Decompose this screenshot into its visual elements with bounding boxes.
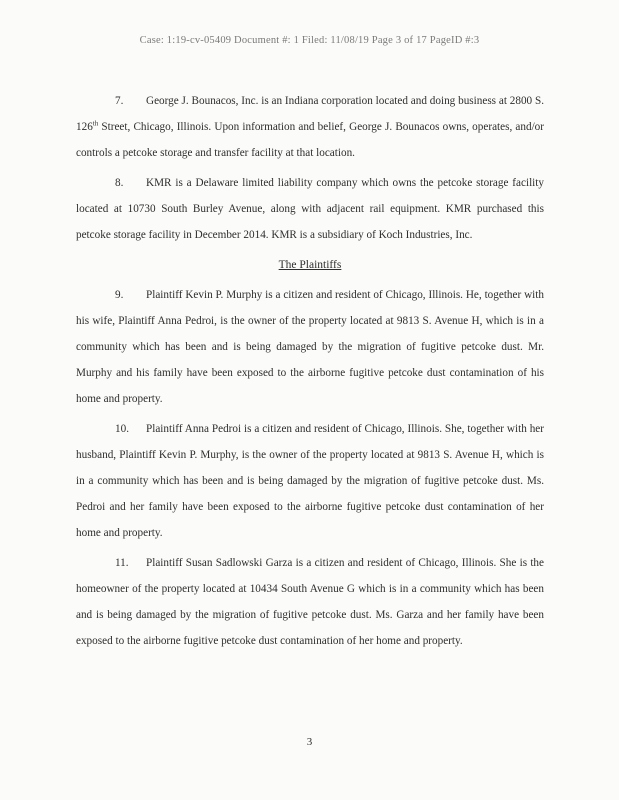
- paragraph-number: 10.: [115, 423, 129, 435]
- paragraph-text: KMR is a Delaware limited liability company which owns the petcoke storage facility located at 10730 South Burley Avenue, along with adjacent rail equipment. KMR purchased this petcoke storage facility in December 2014. KMR is a subsidiary of Koch Industries, Inc.: [76, 177, 544, 241]
- paragraph-text: Plaintiff Susan Sadlowski Garza is a citizen and resident of Chicago, Illinois. She is the homeowner of the property located at 10434 South Avenue G which is in a community which has been and is being damaged by the migration of fugitive petcoke dust. Ms. Garza and her family have been exposed to the airborne fugitive petcoke dust contamination of her home and property.: [76, 557, 544, 647]
- paragraph-text: Plaintiff Kevin P. Murphy is a citizen and resident of Chicago, Illinois. He, together with his wife, Plaintiff Anna Pedroi, is the owner of the property located at 9813 S. Avenue H, which is in a community which has been and is being damaged by the migration of fugitive petcoke dust. Mr. Murphy and his family have been exposed to the airborne fugitive petcoke dust contamination of his home and property.: [76, 289, 544, 405]
- paragraph-number: 11.: [115, 557, 129, 569]
- paragraph-text-cont: Street, Chicago, Illinois. Upon information and belief, George J. Bounacos owns, operates, and/or controls a petcoke storage and transfer facility at that location.: [76, 121, 544, 159]
- paragraph-7: [76, 88, 544, 166]
- paragraph-10: [76, 416, 544, 546]
- page-number: 3: [306, 736, 313, 748]
- paragraph-number: 7.: [115, 95, 124, 107]
- paragraph-9: [76, 282, 544, 412]
- ordinal-suffix: th: [92, 119, 99, 128]
- paragraph-text: George J. Bounacos, Inc. is an Indiana corporation located and doing business at 2800 S. 126: [76, 95, 544, 133]
- document-body: [76, 88, 544, 654]
- section-heading: The Plaintiffs: [278, 259, 342, 271]
- paragraph-8: [76, 170, 544, 248]
- paragraph-number: 9.: [115, 289, 124, 301]
- case-header: Case: 1:19-cv-05409 Document #: 1 Filed: 11/08/19 Page 3 of 17 PageID #:3: [139, 35, 480, 46]
- paragraph-number: 8.: [115, 177, 124, 189]
- paragraph-11: [76, 550, 544, 654]
- paragraph-text: Plaintiff Anna Pedroi is a citizen and resident of Chicago, Illinois. She, together with her husband, Plaintiff Kevin P. Murphy, is the owner of the property located at 9813 S. Avenue H, which is in a community which has been and is being damaged by the migration of fugitive petcoke dust. Ms. Pedroi and her family have been exposed to the airborne fugitive petcoke dust contamination of her home and property.: [76, 423, 544, 539]
